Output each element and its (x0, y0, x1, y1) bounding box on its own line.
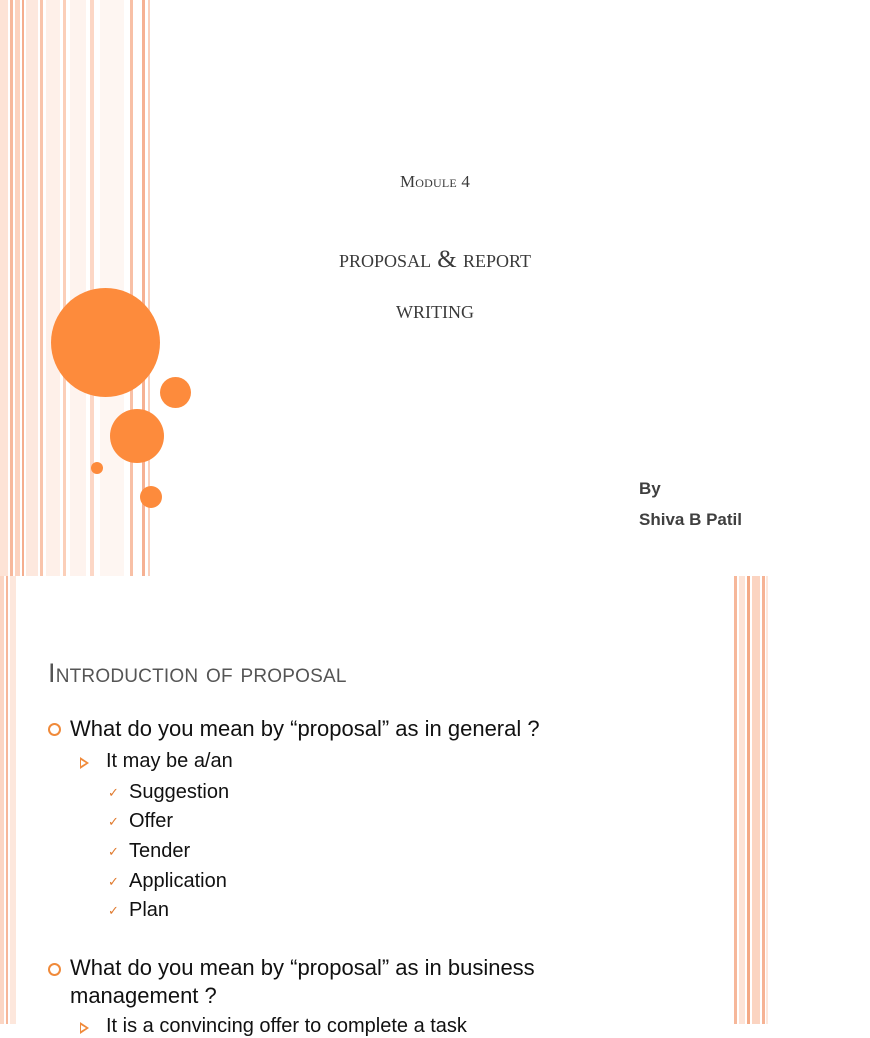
decor-stripe (26, 0, 38, 576)
decor-circle (110, 409, 164, 463)
by-label: By (639, 479, 661, 498)
ring-bullet-icon (48, 723, 61, 736)
decor-stripe (10, 0, 13, 576)
decor-stripe (63, 0, 66, 576)
decor-stripe (22, 0, 24, 576)
arrow-bullet-icon (80, 757, 89, 769)
bullet-text-line2: management ? (70, 983, 217, 1008)
decor-stripe (90, 0, 94, 576)
decor-stripe (15, 0, 20, 576)
bullet-text-line1: What do you mean by “proposal” as in business (70, 955, 535, 980)
bullet-text: What do you mean by “proposal” as in general ? (70, 716, 540, 741)
decor-stripe (130, 0, 133, 576)
check-text: Offer (129, 810, 174, 832)
decor-circle (140, 486, 162, 508)
decor-stripe (0, 0, 8, 576)
author-name: Shiva B Patil (639, 510, 742, 529)
checkmark-icon: ✓ (108, 875, 119, 890)
slide-title-line1: proposal & report (339, 246, 531, 273)
bullet-item (48, 714, 688, 744)
decor-stripe (0, 576, 4, 1024)
title-slide (0, 0, 768, 576)
decor-stripe (46, 0, 60, 576)
decor-stripe (40, 0, 43, 576)
decor-stripe (752, 576, 760, 1024)
decor-stripe (734, 576, 737, 1024)
check-text: Plan (129, 899, 170, 921)
decor-stripe (762, 576, 765, 1024)
sub-bullet-text: It may be a/an (106, 750, 233, 772)
decor-stripe (739, 576, 745, 1024)
module-label: Module 4 (399, 172, 471, 191)
decor-stripe (747, 576, 750, 1024)
slide-heading: Introduction of proposal (48, 658, 347, 688)
checkmark-icon: ✓ (108, 786, 119, 801)
decor-circle (160, 377, 191, 408)
sub-bullet-text: It is a convincing offer to complete a task (106, 1015, 467, 1037)
decor-stripe (10, 576, 16, 1024)
decor-stripe (6, 576, 8, 1024)
check-text: Application (129, 870, 227, 892)
ring-bullet-icon (48, 963, 61, 976)
content-slide (0, 576, 768, 1037)
slide-title-line2: writing (396, 297, 474, 324)
check-text: Suggestion (129, 781, 230, 803)
checkmark-icon: ✓ (108, 845, 119, 860)
checkmark-icon: ✓ (108, 904, 119, 919)
check-text: Tender (129, 840, 191, 862)
bullet-item (48, 953, 688, 1013)
decor-stripe (70, 0, 86, 576)
checkmark-icon: ✓ (108, 815, 119, 830)
arrow-bullet-icon (80, 1022, 89, 1034)
decor-circle (91, 462, 103, 474)
decor-stripe (766, 576, 768, 1024)
